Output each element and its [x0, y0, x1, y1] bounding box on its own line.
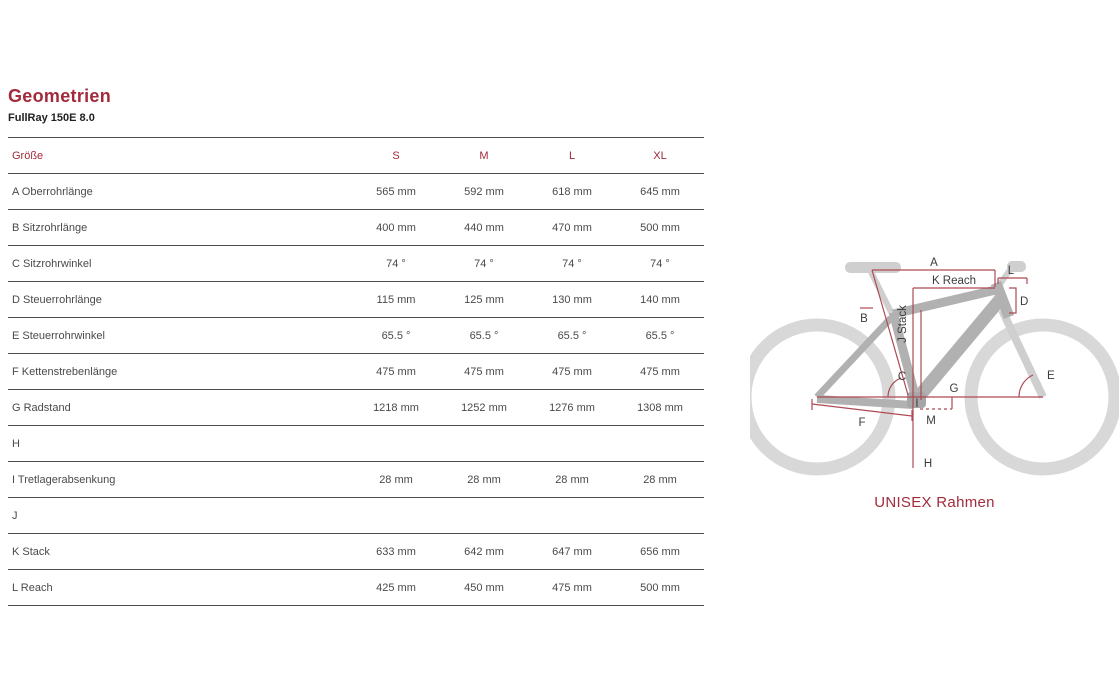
row-label: I Tretlagerabsenkung	[12, 473, 116, 486]
cell-value: 425 mm	[376, 581, 416, 594]
table-row	[8, 534, 704, 570]
row-label: E Steuerrohrwinkel	[12, 329, 105, 342]
geometry-table	[8, 137, 704, 606]
row-label: D Steuerrohrlänge	[12, 293, 102, 306]
cell-value: 440 mm	[464, 221, 504, 234]
cell-value: 1218 mm	[373, 401, 419, 414]
page-title: Geometrien	[8, 86, 112, 106]
cell-value: 74 °	[474, 257, 494, 270]
diagram-label-m: M	[926, 415, 936, 427]
col-header-s: S	[392, 149, 400, 162]
cell-value: 400 mm	[376, 221, 416, 234]
col-header-m: M	[479, 149, 489, 162]
cell-value: 28 mm	[643, 473, 677, 486]
cell-value: 450 mm	[464, 581, 504, 594]
table-row	[8, 390, 704, 426]
row-label: J	[12, 509, 18, 522]
table-row	[8, 498, 704, 534]
diagram-label-a: A	[930, 257, 938, 269]
table-row	[8, 174, 704, 210]
cell-value: 65.5 °	[469, 329, 499, 342]
cell-value: 1252 mm	[461, 401, 507, 414]
cell-value: 74 °	[386, 257, 406, 270]
row-label: L Reach	[12, 581, 53, 594]
diagram-label-b: B	[860, 313, 868, 325]
cell-value: 475 mm	[376, 365, 416, 378]
cell-value: 65.5 °	[381, 329, 411, 342]
table-row	[8, 282, 704, 318]
diagram-label-j-stack: J Stack	[897, 305, 909, 343]
diagram-label-g: G	[949, 383, 959, 395]
cell-value: 28 mm	[555, 473, 589, 486]
cell-value: 656 mm	[640, 545, 680, 558]
row-label: B Sitzrohrlänge	[12, 221, 88, 234]
cell-value: 74 °	[562, 257, 582, 270]
table-row	[8, 426, 704, 462]
cell-value: 633 mm	[376, 545, 416, 558]
table-row	[8, 462, 704, 498]
cell-value: 565 mm	[376, 185, 416, 198]
row-label: K Stack	[12, 545, 50, 558]
table-row	[8, 210, 704, 246]
cell-value: 475 mm	[640, 365, 680, 378]
cell-value: 28 mm	[379, 473, 413, 486]
cell-value: 500 mm	[640, 581, 680, 594]
table-header-row	[8, 138, 704, 174]
bike-diagram-svg	[750, 240, 1119, 490]
cell-value: 140 mm	[640, 293, 680, 306]
diagram-label-l: L	[1007, 265, 1015, 277]
diagram-label-c: C	[897, 371, 907, 383]
table-row	[8, 246, 704, 282]
table-row	[8, 318, 704, 354]
cell-value: 125 mm	[464, 293, 504, 306]
cell-value: 475 mm	[552, 581, 592, 594]
cell-value: 130 mm	[552, 293, 592, 306]
page-header	[8, 86, 111, 124]
cell-value: 1308 mm	[637, 401, 683, 414]
col-header-xl: XL	[653, 149, 667, 162]
seatpost	[870, 270, 891, 312]
diagram-caption: UNISEX Rahmen	[874, 494, 995, 511]
diagram-label-k-reach: K Reach	[931, 275, 977, 287]
cell-value: 470 mm	[552, 221, 592, 234]
cell-value: 642 mm	[464, 545, 504, 558]
cell-value: 28 mm	[467, 473, 501, 486]
bike-geometry-diagram	[750, 240, 1119, 530]
row-label: G Radstand	[12, 401, 71, 414]
diagram-label-h: H	[923, 458, 933, 470]
cell-value: 475 mm	[552, 365, 592, 378]
row-label: C Sitzrohrwinkel	[12, 257, 92, 270]
table-row	[8, 354, 704, 390]
cell-value: 618 mm	[552, 185, 592, 198]
cell-value: 645 mm	[640, 185, 680, 198]
cell-value: 65.5 °	[557, 329, 587, 342]
cell-value: 115 mm	[376, 293, 416, 306]
row-label: F Kettenstrebenlänge	[12, 365, 118, 378]
diagram-label-i: I	[915, 398, 919, 410]
row-label: A Oberrohrlänge	[12, 185, 93, 198]
row-label: H	[12, 437, 20, 450]
table-row	[8, 570, 704, 606]
size-header: Größe	[12, 149, 44, 162]
cell-value: 475 mm	[464, 365, 504, 378]
cell-value: 500 mm	[640, 221, 680, 234]
page-subtitle: FullRay 150E 8.0	[8, 112, 95, 124]
diagram-label-f: F	[858, 417, 866, 429]
col-header-l: L	[568, 149, 576, 162]
diagram-label-d: D	[1020, 296, 1029, 308]
cell-value: 592 mm	[464, 185, 504, 198]
cell-value: 647 mm	[552, 545, 592, 558]
cell-value: 1276 mm	[549, 401, 595, 414]
cell-value: 74 °	[650, 257, 670, 270]
cell-value: 65.5 °	[645, 329, 675, 342]
diagram-label-e: E	[1047, 370, 1055, 382]
chain-stay	[817, 399, 913, 405]
